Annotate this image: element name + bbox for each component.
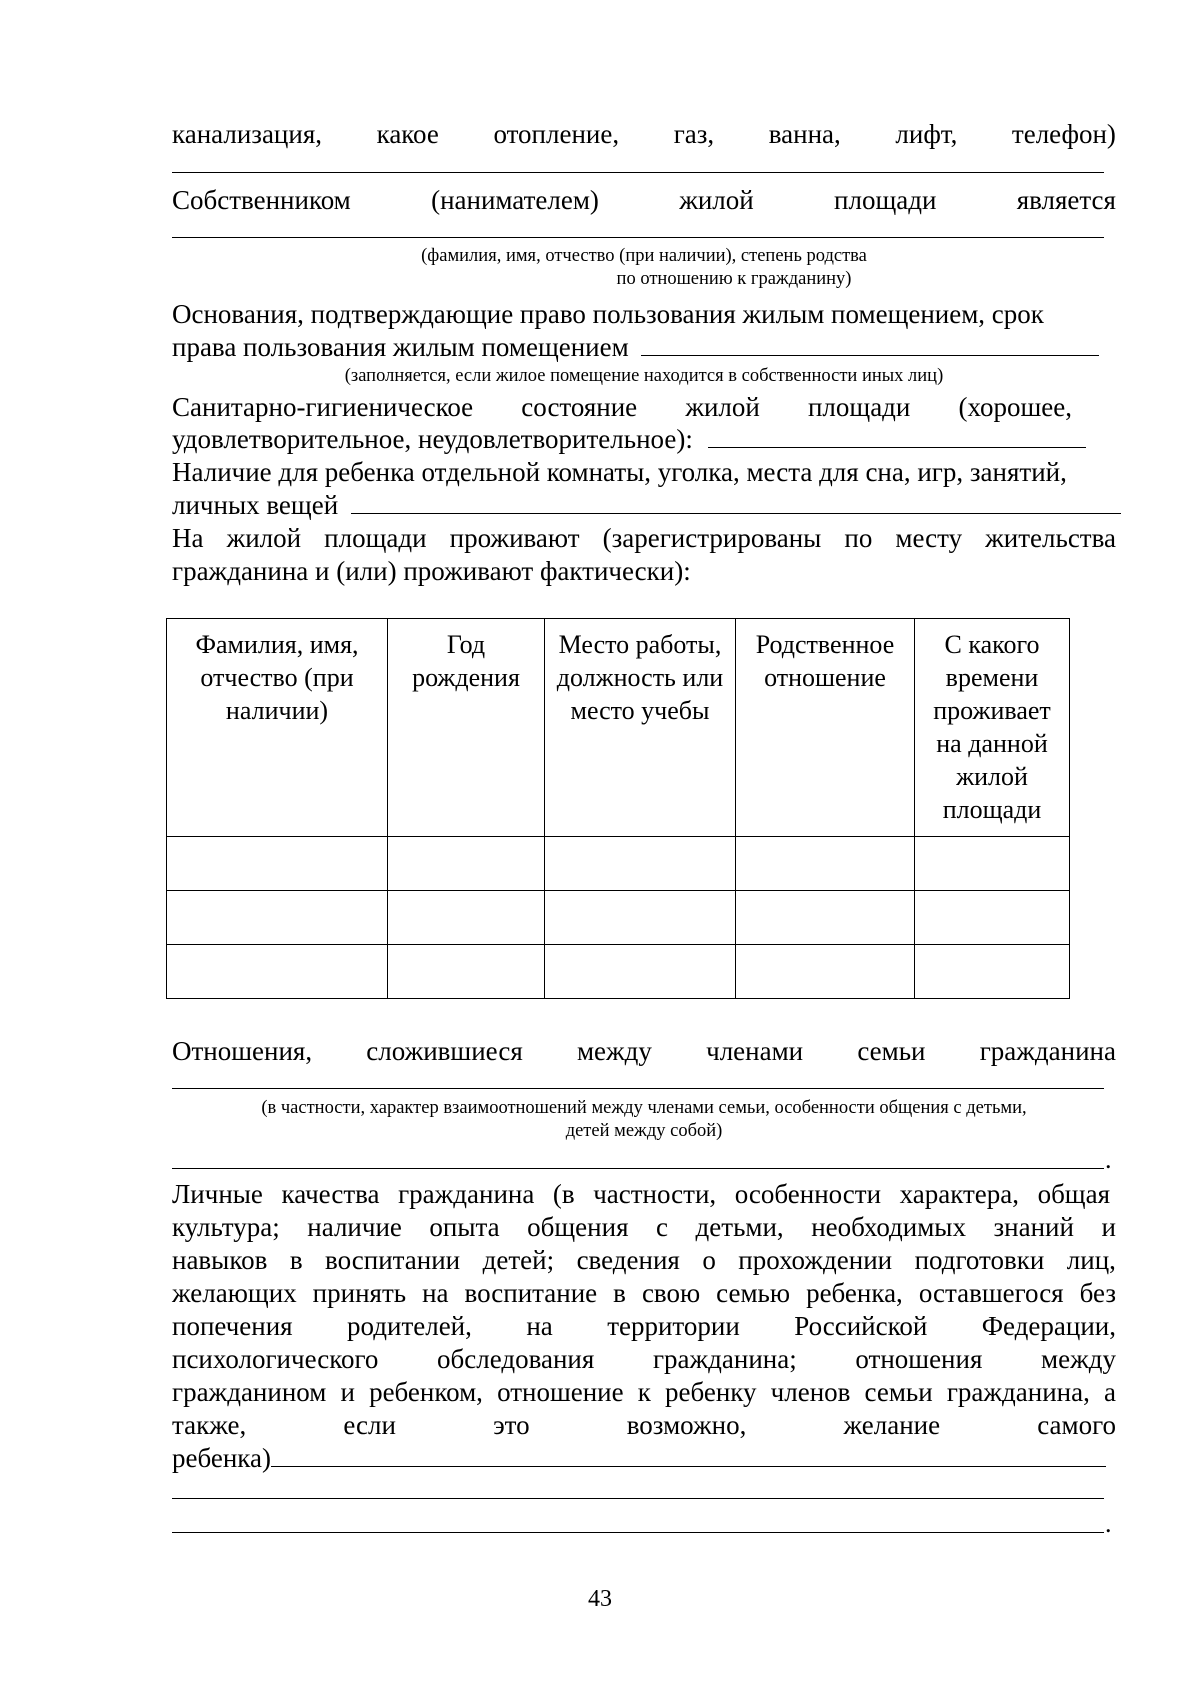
word: лифт,	[895, 119, 958, 149]
word: если	[343, 1410, 396, 1440]
word: площади	[834, 185, 937, 215]
word: газ,	[673, 119, 715, 149]
owner-caption-1: (фамилия, имя, отчество (при наличии), степень родства	[421, 246, 867, 266]
word: в	[613, 1278, 626, 1308]
word: ребенком,	[369, 1377, 483, 1407]
personal-line	[172, 1244, 1116, 1276]
word: является	[1016, 185, 1116, 215]
word: детьми,	[695, 1212, 784, 1242]
word: прохождении	[738, 1245, 893, 1275]
word: желающих	[172, 1278, 297, 1308]
word: необходимых	[811, 1212, 966, 1242]
word: воспитание	[464, 1278, 598, 1308]
word: желание	[843, 1410, 941, 1440]
word: между	[1041, 1344, 1116, 1374]
word: с	[656, 1212, 669, 1242]
word: отношение	[497, 1377, 624, 1407]
word: на	[526, 1311, 553, 1341]
grounds-caption: (заполняется, если жилое помещение находится в собственности иных лиц)	[344, 366, 944, 386]
table-row	[167, 837, 1070, 891]
word: семьи	[857, 1036, 926, 1066]
word: в	[289, 1245, 303, 1275]
word: это	[493, 1410, 530, 1440]
relations-caption-2: детей между собой)	[565, 1121, 723, 1141]
room-label: личных вещей	[172, 490, 339, 520]
word: характера,	[899, 1179, 1019, 1209]
word: общения	[527, 1212, 629, 1242]
personal-line	[172, 1310, 1116, 1342]
word: о	[702, 1245, 716, 1275]
table-cell[interactable]	[736, 945, 915, 999]
word: Собственником	[172, 185, 351, 215]
personal-blank-1[interactable]	[271, 1442, 1106, 1467]
word: Санитарно-гигиеническое	[172, 392, 474, 422]
sanitary-label: удовлетворительное, неудовлетворительное):	[172, 424, 693, 454]
grounds-blank[interactable]	[641, 331, 1099, 356]
word: подготовки	[914, 1245, 1045, 1275]
word: ребенка,	[806, 1278, 903, 1308]
table-cell[interactable]	[736, 837, 915, 891]
room-line-2	[172, 489, 1116, 521]
word: какое	[376, 119, 439, 149]
table-cell[interactable]	[167, 837, 388, 891]
word: телефон)	[1011, 119, 1116, 149]
word: территории	[607, 1311, 740, 1341]
word: свою	[641, 1278, 701, 1308]
word: сложившиеся	[366, 1036, 523, 1066]
word: психологического	[172, 1344, 379, 1374]
table-cell[interactable]	[915, 891, 1070, 945]
personal-line	[172, 1211, 1116, 1243]
personal-last-line	[172, 1442, 1116, 1474]
word: оставшегося	[918, 1278, 1064, 1308]
sanitary-blank[interactable]	[708, 423, 1086, 448]
table-cell[interactable]	[167, 945, 388, 999]
word: культура;	[172, 1212, 280, 1242]
word: опыта	[429, 1212, 500, 1242]
word: родителей,	[347, 1311, 472, 1341]
period-mark: .	[1105, 1509, 1112, 1538]
grounds-line-1: Основания, подтверждающие право пользования жилым помещением, срок	[172, 299, 1044, 329]
personal-blank-2[interactable]	[172, 1498, 1104, 1499]
room-line-1: Наличие для ребенка отдельной комнаты, уголка, места для сна, игр, занятий,	[172, 457, 1067, 487]
word: жилой	[679, 185, 754, 215]
word: Федерации,	[981, 1311, 1116, 1341]
header-birth-year: Год рождения	[388, 619, 545, 837]
residents-table	[166, 618, 1070, 999]
relations-line	[172, 1035, 1116, 1067]
word: без	[1079, 1278, 1116, 1308]
word: гражданина,	[946, 1377, 1090, 1407]
residents-line-2: гражданина и (или) проживают фактически):	[172, 556, 691, 586]
word: площади	[807, 392, 911, 422]
word: гражданина	[398, 1179, 535, 1209]
period-mark: .	[1105, 1145, 1112, 1174]
grounds-line-2	[172, 331, 1116, 363]
owner-blank[interactable]	[172, 237, 1104, 238]
table-row	[167, 891, 1070, 945]
word: возможно,	[626, 1410, 747, 1440]
relations-blank-1[interactable]	[172, 1088, 1104, 1089]
word: (в	[552, 1179, 575, 1209]
word: особенности	[734, 1179, 882, 1209]
word: ванна,	[768, 119, 841, 149]
word: жилой	[685, 392, 760, 422]
room-blank[interactable]	[351, 489, 1121, 514]
word: попечения	[172, 1311, 293, 1341]
word: (нанимателем)	[431, 185, 599, 215]
grounds-label: права пользования жилым помещением	[172, 332, 629, 362]
word: обследования	[437, 1344, 595, 1374]
word: и	[340, 1377, 355, 1407]
table-cell[interactable]	[545, 891, 736, 945]
word: ребенку	[665, 1377, 757, 1407]
personal-line	[172, 1409, 1116, 1441]
word: Личные	[172, 1179, 263, 1209]
utilities-line	[172, 118, 1116, 150]
word: членов	[770, 1377, 851, 1407]
header-residence-since: С какого времени проживает на данной жилой площади	[915, 619, 1070, 837]
word: членами	[706, 1036, 804, 1066]
utilities-blank[interactable]	[172, 172, 1104, 173]
personal-line	[172, 1343, 1116, 1375]
word: гражданина;	[652, 1344, 797, 1374]
word: гражданина	[979, 1036, 1116, 1066]
relations-caption-1: (в частности, характер взаимоотношений между членами семьи, особенности общения с детьми,	[261, 1098, 1027, 1118]
word: лиц,	[1066, 1245, 1116, 1275]
word: воспитании	[325, 1245, 461, 1275]
table-cell[interactable]	[915, 945, 1070, 999]
word: качества	[281, 1179, 380, 1209]
personal-line	[172, 1178, 1116, 1210]
table-cell[interactable]	[388, 891, 545, 945]
page-number: 43	[588, 1586, 612, 1612]
word: навыков	[172, 1245, 268, 1275]
sanitary-line-2	[172, 423, 1116, 455]
table-cell[interactable]	[545, 945, 736, 999]
personal-blank-3[interactable]	[172, 1532, 1104, 1533]
word: отопление,	[493, 119, 620, 149]
table-header-row	[167, 619, 1070, 837]
personal-line	[172, 1277, 1116, 1309]
residents-line-1: На жилой площади проживают (зарегистрированы по месту жительства	[172, 523, 1116, 553]
header-relation: Родственное отношение	[736, 619, 915, 837]
word: частности,	[593, 1179, 717, 1209]
word: гражданином	[172, 1377, 327, 1407]
word: и	[1101, 1212, 1116, 1242]
word: общая	[1037, 1179, 1110, 1209]
word: (хорошее,	[958, 392, 1072, 422]
word: сведения	[576, 1245, 680, 1275]
word: семьи	[864, 1377, 933, 1407]
table-cell[interactable]	[736, 891, 915, 945]
word: к	[637, 1377, 651, 1407]
table-row	[167, 945, 1070, 999]
word: самого	[1037, 1410, 1116, 1440]
owner-line	[172, 184, 1116, 216]
personal-last-label: ребенка)	[172, 1443, 271, 1473]
word: принять	[312, 1278, 407, 1308]
word: семью	[716, 1278, 791, 1308]
word: наличие	[307, 1212, 402, 1242]
word: также,	[172, 1410, 247, 1440]
table-cell[interactable]	[167, 891, 388, 945]
table-cell[interactable]	[388, 945, 545, 999]
header-full-name: Фамилия, имя, отчество (при наличии)	[167, 619, 388, 837]
table-cell[interactable]	[915, 837, 1070, 891]
word: а	[1103, 1377, 1116, 1407]
word: на	[422, 1278, 449, 1308]
personal-line	[172, 1376, 1116, 1408]
sanitary-line	[172, 391, 1116, 423]
word: между	[576, 1036, 652, 1066]
word: Российской	[794, 1311, 928, 1341]
word: детей;	[482, 1245, 555, 1275]
header-workplace: Место работы, должность или место учебы	[545, 619, 736, 837]
word: канализация,	[172, 119, 323, 149]
word: состояние	[521, 392, 638, 422]
word: Отношения,	[172, 1036, 313, 1066]
word: знаний	[993, 1212, 1074, 1242]
table-cell[interactable]	[388, 837, 545, 891]
relations-blank-2[interactable]	[172, 1168, 1104, 1169]
table-cell[interactable]	[545, 837, 736, 891]
owner-caption-2: по отношению к гражданину)	[616, 269, 852, 289]
word: отношения	[855, 1344, 983, 1374]
